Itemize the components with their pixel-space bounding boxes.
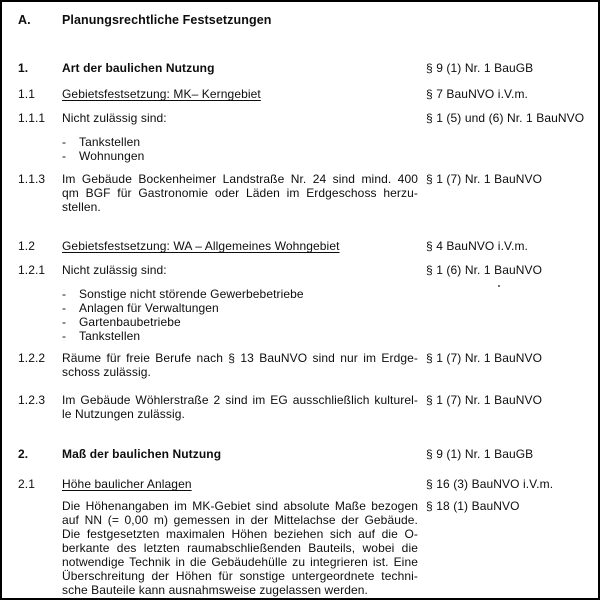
section-row [18,477,588,491]
legal-reference: § 1 (7) Nr. 1 BauNVO [426,172,543,186]
section-row [18,499,588,597]
section-title: Höhe baulicher Anlagen [62,477,192,491]
section-row [18,87,588,101]
bullet-label: Gartenbaubetriebe [79,315,181,329]
paragraph-lines [62,172,418,214]
bullet-label: Wohnungen [79,149,145,163]
section-row [18,393,588,421]
body-line: qm BGF für Gastronomie oder Läden im Erdgeschoss herzu- [62,186,418,200]
body-line: stellen. [62,200,101,214]
legal-reference: § 1 (6) Nr. 1 BauNVO [426,263,543,277]
legal-reference: § 1 (7) Nr. 1 BauNVO [426,393,543,407]
bullet-item [62,135,418,149]
section-title: Nicht zulässig sind: [62,263,167,277]
section-number: 1.2.2 [18,351,46,365]
paragraph-lines [62,499,418,597]
section-row [18,351,588,379]
section-row [18,61,588,75]
body-line: auf NN (= 0,00 m) gemessen in der Mittelachse der Gebäude. [62,513,418,527]
bullet-item [62,329,418,343]
document-heading [18,13,588,27]
legal-reference: § 9 (1) Nr. 1 BauGB [426,447,534,461]
section-number: 1.2.1 [18,263,46,277]
section-row [18,447,588,461]
section-number: 2. [18,447,29,461]
body-line: berkante des letzten raumabschließenden Bauteils, wobei die [62,541,418,555]
paragraph-lines [62,393,418,421]
dash-bullet-icon: - [62,329,67,343]
body-line: Die festgesetzten maximalen Höhen beziehen sich auf die O- [62,527,418,541]
body-line: le Nutzungen zulässig. [62,407,185,421]
legal-reference: § 7 BauNVO i.V.m. [426,87,528,101]
body-line: Räume für freie Berufe nach § 13 BauNVO sind nur im Erdge- [62,351,418,365]
heading-title: Planungsrechtliche Festsetzungen [62,13,272,27]
body-line: Die Höhenangaben im MK-Gebiet sind absolute Maße bezogen [62,499,418,513]
section-number: 1.1.3 [18,172,46,186]
section-number: 1.2 [18,239,35,253]
body-line: schoss zulässig. [62,365,151,379]
bullet-row [18,287,588,343]
bullet-label: Tankstellen [79,135,141,149]
section-row [18,263,588,277]
legal-reference: § 16 (3) BauNVO i.V.m. [426,477,554,491]
dash-bullet-icon: - [62,287,67,301]
section-row [18,172,588,214]
section-number: 1.2.3 [18,393,46,407]
body-line: Überschreitung der Höhen für sonstige untergeordnete techni- [62,569,418,583]
bullet-row [18,135,588,163]
section-title: Nicht zulässig sind: [62,111,167,125]
legal-reference: § 18 (1) BauNVO [426,499,520,513]
bullet-list [62,135,418,163]
section-row [18,111,588,125]
bullet-item [62,149,418,163]
section-number: 1.1.1 [18,111,46,125]
legal-reference: § 4 BauNVO i.V.m. [426,239,528,253]
legal-reference: § 9 (1) Nr. 1 BauGB [426,61,534,75]
scan-speck [498,285,500,287]
section-number: 2.1 [18,477,35,491]
body-line: Im Gebäude Bockenheimer Landstraße Nr. 24 sind mind. 400 [62,172,418,186]
section-title: Gebietsfestsetzung: WA – Allgemeines Wohngebiet [62,239,340,253]
bullet-label: Tankstellen [79,329,141,343]
paragraph-lines [62,351,418,379]
legal-reference: § 1 (7) Nr. 1 BauNVO [426,351,543,365]
body-line: Im Gebäude Wöhlerstraße 2 sind im EG ausschließlich kulturel- [62,393,418,407]
bullet-item [62,301,418,315]
dash-bullet-icon: - [62,149,67,163]
bullet-list [62,287,418,343]
dash-bullet-icon: - [62,315,67,329]
section-title: Gebietsfestsetzung: MK– Kerngebiet [62,87,261,101]
dash-bullet-icon: - [62,301,67,315]
bullet-label: Sonstige nicht störende Gewerbebetriebe [79,287,304,301]
section-row [18,239,588,253]
bullet-item [62,315,418,329]
bullet-item [62,287,418,301]
section-number: 1. [18,61,29,75]
heading-number: A. [18,13,31,27]
body-line: sche Bauteile kann ausnahmsweise zugelassen werden. [62,583,368,597]
legal-reference: § 1 (5) und (6) Nr. 1 BauNVO [426,111,585,125]
section-number: 1.1 [18,87,35,101]
section-title: Maß der baulichen Nutzung [62,447,222,461]
dash-bullet-icon: - [62,135,67,149]
bullet-label: Anlagen für Verwaltungen [79,301,219,315]
body-line: notwendige Technik in die Gebäudehülle zu integrieren ist. Eine [62,555,418,569]
section-title: Art der baulichen Nutzung [62,61,215,75]
